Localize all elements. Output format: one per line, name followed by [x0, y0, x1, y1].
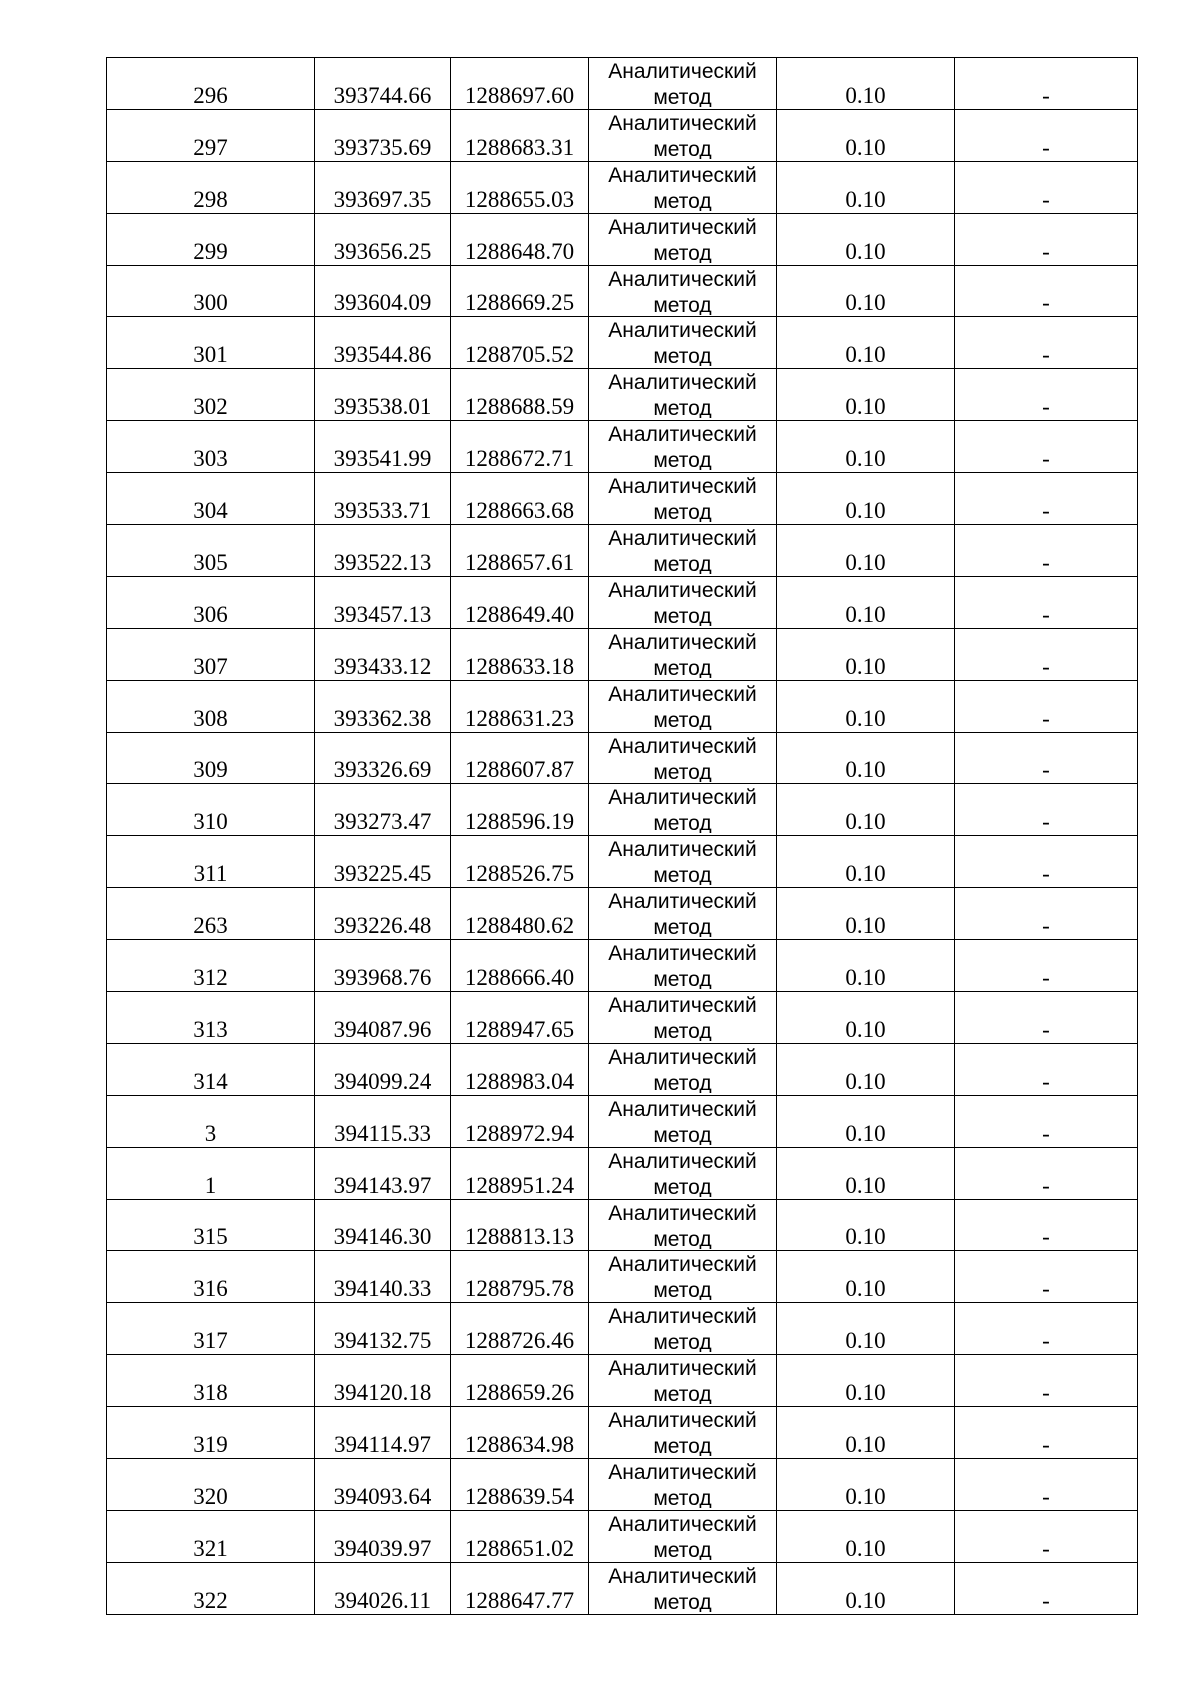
method-cell	[589, 1459, 777, 1511]
x-coordinate-cell: 393968.76	[315, 940, 451, 992]
method-text: Аналитический метод	[608, 1357, 757, 1405]
method-text: Аналитический метод	[608, 838, 757, 886]
y-coordinate-cell: 1288705.52	[451, 317, 589, 369]
method-text: Аналитический метод	[608, 1409, 757, 1457]
accuracy-cell: 0.10	[777, 1095, 955, 1147]
note-cell: -	[955, 1043, 1138, 1095]
note-cell: -	[955, 473, 1138, 525]
table-row	[107, 1043, 1138, 1095]
point-number-cell: 302	[107, 369, 315, 421]
point-number-cell: 308	[107, 680, 315, 732]
method-text: Аналитический метод	[608, 1201, 757, 1249]
accuracy-cell: 0.10	[777, 1043, 955, 1095]
method-text: Аналитический метод	[608, 682, 757, 730]
method-text: Аналитический метод	[608, 267, 757, 315]
note-cell: -	[955, 1199, 1138, 1251]
method-cell	[589, 161, 777, 213]
note-cell: -	[955, 836, 1138, 888]
accuracy-cell: 0.10	[777, 1251, 955, 1303]
accuracy-cell: 0.10	[777, 213, 955, 265]
method-text: Аналитический метод	[608, 942, 757, 990]
method-text: Аналитический метод	[608, 1097, 757, 1145]
method-text: Аналитический метод	[608, 1512, 757, 1560]
x-coordinate-cell: 394132.75	[315, 1303, 451, 1355]
method-cell	[589, 680, 777, 732]
y-coordinate-cell: 1288651.02	[451, 1510, 589, 1562]
point-number-cell: 317	[107, 1303, 315, 1355]
accuracy-cell: 0.10	[777, 1510, 955, 1562]
y-coordinate-cell: 1288639.54	[451, 1459, 589, 1511]
method-text: Аналитический метод	[608, 734, 757, 782]
table-row	[107, 213, 1138, 265]
x-coordinate-cell: 393226.48	[315, 888, 451, 940]
method-text: Аналитический метод	[608, 1461, 757, 1509]
x-coordinate-cell: 393433.12	[315, 628, 451, 680]
x-coordinate-cell: 394140.33	[315, 1251, 451, 1303]
accuracy-cell: 0.10	[777, 1147, 955, 1199]
point-number-cell: 296	[107, 58, 315, 110]
method-cell	[589, 1510, 777, 1562]
method-cell	[589, 628, 777, 680]
note-cell: -	[955, 1355, 1138, 1407]
x-coordinate-cell: 394099.24	[315, 1043, 451, 1095]
note-cell: -	[955, 213, 1138, 265]
method-cell	[589, 369, 777, 421]
table-row	[107, 369, 1138, 421]
y-coordinate-cell: 1288649.40	[451, 576, 589, 628]
point-number-cell: 305	[107, 525, 315, 577]
note-cell: -	[955, 888, 1138, 940]
y-coordinate-cell: 1288648.70	[451, 213, 589, 265]
y-coordinate-cell: 1288947.65	[451, 992, 589, 1044]
table-row	[107, 992, 1138, 1044]
method-cell	[589, 1043, 777, 1095]
coordinates-table	[106, 57, 1138, 1615]
table-row	[107, 1303, 1138, 1355]
method-cell	[589, 1407, 777, 1459]
method-text: Аналитический метод	[608, 319, 757, 367]
x-coordinate-cell: 394143.97	[315, 1147, 451, 1199]
table-row	[107, 628, 1138, 680]
note-cell: -	[955, 525, 1138, 577]
method-text: Аналитический метод	[608, 890, 757, 938]
point-number-cell: 298	[107, 161, 315, 213]
method-text: Аналитический метод	[608, 475, 757, 523]
method-text: Аналитический метод	[608, 786, 757, 834]
method-text: Аналитический метод	[608, 163, 757, 211]
method-text: Аналитический метод	[608, 527, 757, 575]
accuracy-cell: 0.10	[777, 1303, 955, 1355]
table-row	[107, 784, 1138, 836]
method-text: Аналитический метод	[608, 111, 757, 159]
note-cell: -	[955, 576, 1138, 628]
note-cell: -	[955, 992, 1138, 1044]
x-coordinate-cell: 393656.25	[315, 213, 451, 265]
method-cell	[589, 109, 777, 161]
method-text: Аналитический метод	[608, 994, 757, 1042]
accuracy-cell: 0.10	[777, 888, 955, 940]
x-coordinate-cell: 394115.33	[315, 1095, 451, 1147]
method-text: Аналитический метод	[608, 423, 757, 471]
x-coordinate-cell: 394093.64	[315, 1459, 451, 1511]
note-cell: -	[955, 1251, 1138, 1303]
x-coordinate-cell: 393273.47	[315, 784, 451, 836]
note-cell: -	[955, 1303, 1138, 1355]
method-text: Аналитический метод	[608, 578, 757, 626]
accuracy-cell: 0.10	[777, 421, 955, 473]
y-coordinate-cell: 1288688.59	[451, 369, 589, 421]
note-cell: -	[955, 732, 1138, 784]
note-cell: -	[955, 940, 1138, 992]
table-row	[107, 888, 1138, 940]
x-coordinate-cell: 394026.11	[315, 1562, 451, 1614]
note-cell: -	[955, 1095, 1138, 1147]
method-text: Аналитический метод	[608, 1149, 757, 1197]
table-row	[107, 473, 1138, 525]
method-cell	[589, 940, 777, 992]
method-cell	[589, 1355, 777, 1407]
method-cell	[589, 732, 777, 784]
table-row	[107, 1510, 1138, 1562]
method-cell	[589, 1095, 777, 1147]
accuracy-cell: 0.10	[777, 628, 955, 680]
point-number-cell: 307	[107, 628, 315, 680]
note-cell: -	[955, 1510, 1138, 1562]
table-row	[107, 576, 1138, 628]
x-coordinate-cell: 394146.30	[315, 1199, 451, 1251]
note-cell: -	[955, 680, 1138, 732]
accuracy-cell: 0.10	[777, 1407, 955, 1459]
method-cell	[589, 1251, 777, 1303]
method-cell	[589, 992, 777, 1044]
point-number-cell: 312	[107, 940, 315, 992]
method-cell	[589, 265, 777, 317]
y-coordinate-cell: 1288726.46	[451, 1303, 589, 1355]
accuracy-cell: 0.10	[777, 109, 955, 161]
y-coordinate-cell: 1288813.13	[451, 1199, 589, 1251]
x-coordinate-cell: 393225.45	[315, 836, 451, 888]
accuracy-cell: 0.10	[777, 1355, 955, 1407]
method-cell	[589, 525, 777, 577]
y-coordinate-cell: 1288683.31	[451, 109, 589, 161]
y-coordinate-cell: 1288633.18	[451, 628, 589, 680]
table-row	[107, 58, 1138, 110]
method-text: Аналитический метод	[608, 1045, 757, 1093]
accuracy-cell: 0.10	[777, 58, 955, 110]
table-row	[107, 1147, 1138, 1199]
point-number-cell: 3	[107, 1095, 315, 1147]
method-cell	[589, 473, 777, 525]
note-cell: -	[955, 1147, 1138, 1199]
accuracy-cell: 0.10	[777, 317, 955, 369]
accuracy-cell: 0.10	[777, 1562, 955, 1614]
y-coordinate-cell: 1288672.71	[451, 421, 589, 473]
method-cell	[589, 421, 777, 473]
x-coordinate-cell: 393697.35	[315, 161, 451, 213]
y-coordinate-cell: 1288634.98	[451, 1407, 589, 1459]
x-coordinate-cell: 393538.01	[315, 369, 451, 421]
x-coordinate-cell: 393744.66	[315, 58, 451, 110]
method-cell	[589, 317, 777, 369]
table-row	[107, 1199, 1138, 1251]
x-coordinate-cell: 394114.97	[315, 1407, 451, 1459]
method-cell	[589, 1303, 777, 1355]
note-cell: -	[955, 1562, 1138, 1614]
accuracy-cell: 0.10	[777, 1459, 955, 1511]
point-number-cell: 321	[107, 1510, 315, 1562]
note-cell: -	[955, 1407, 1138, 1459]
note-cell: -	[955, 628, 1138, 680]
y-coordinate-cell: 1288669.25	[451, 265, 589, 317]
point-number-cell: 303	[107, 421, 315, 473]
accuracy-cell: 0.10	[777, 265, 955, 317]
x-coordinate-cell: 393457.13	[315, 576, 451, 628]
table-row	[107, 940, 1138, 992]
y-coordinate-cell: 1288666.40	[451, 940, 589, 992]
note-cell: -	[955, 421, 1138, 473]
point-number-cell: 263	[107, 888, 315, 940]
point-number-cell: 320	[107, 1459, 315, 1511]
x-coordinate-cell: 393604.09	[315, 265, 451, 317]
point-number-cell: 322	[107, 1562, 315, 1614]
point-number-cell: 1	[107, 1147, 315, 1199]
table-row	[107, 161, 1138, 213]
method-cell	[589, 784, 777, 836]
accuracy-cell: 0.10	[777, 473, 955, 525]
y-coordinate-cell: 1288795.78	[451, 1251, 589, 1303]
x-coordinate-cell: 393735.69	[315, 109, 451, 161]
point-number-cell: 319	[107, 1407, 315, 1459]
note-cell: -	[955, 58, 1138, 110]
accuracy-cell: 0.10	[777, 836, 955, 888]
accuracy-cell: 0.10	[777, 784, 955, 836]
note-cell: -	[955, 109, 1138, 161]
accuracy-cell: 0.10	[777, 992, 955, 1044]
point-number-cell: 300	[107, 265, 315, 317]
accuracy-cell: 0.10	[777, 732, 955, 784]
point-number-cell: 318	[107, 1355, 315, 1407]
y-coordinate-cell: 1288596.19	[451, 784, 589, 836]
note-cell: -	[955, 1459, 1138, 1511]
point-number-cell: 310	[107, 784, 315, 836]
x-coordinate-cell: 393541.99	[315, 421, 451, 473]
x-coordinate-cell: 394039.97	[315, 1510, 451, 1562]
accuracy-cell: 0.10	[777, 1199, 955, 1251]
table-row	[107, 1459, 1138, 1511]
method-text: Аналитический метод	[608, 630, 757, 678]
note-cell: -	[955, 369, 1138, 421]
accuracy-cell: 0.10	[777, 940, 955, 992]
y-coordinate-cell: 1288655.03	[451, 161, 589, 213]
x-coordinate-cell: 393522.13	[315, 525, 451, 577]
method-cell	[589, 576, 777, 628]
point-number-cell: 306	[107, 576, 315, 628]
method-cell	[589, 58, 777, 110]
y-coordinate-cell: 1288983.04	[451, 1043, 589, 1095]
accuracy-cell: 0.10	[777, 680, 955, 732]
note-cell: -	[955, 265, 1138, 317]
point-number-cell: 309	[107, 732, 315, 784]
table-row	[107, 836, 1138, 888]
note-cell: -	[955, 317, 1138, 369]
table-row	[107, 317, 1138, 369]
point-number-cell: 311	[107, 836, 315, 888]
table-row	[107, 1407, 1138, 1459]
table-row	[107, 1095, 1138, 1147]
x-coordinate-cell: 393362.38	[315, 680, 451, 732]
method-text: Аналитический метод	[608, 371, 757, 419]
y-coordinate-cell: 1288647.77	[451, 1562, 589, 1614]
accuracy-cell: 0.10	[777, 161, 955, 213]
table-row	[107, 680, 1138, 732]
point-number-cell: 301	[107, 317, 315, 369]
method-cell	[589, 1147, 777, 1199]
point-number-cell: 297	[107, 109, 315, 161]
y-coordinate-cell: 1288663.68	[451, 473, 589, 525]
method-cell	[589, 1562, 777, 1614]
point-number-cell: 314	[107, 1043, 315, 1095]
table-row	[107, 421, 1138, 473]
table-row	[107, 525, 1138, 577]
method-text: Аналитический метод	[608, 215, 757, 263]
note-cell: -	[955, 784, 1138, 836]
y-coordinate-cell: 1288607.87	[451, 732, 589, 784]
table-row	[107, 1562, 1138, 1614]
x-coordinate-cell: 394120.18	[315, 1355, 451, 1407]
point-number-cell: 313	[107, 992, 315, 1044]
method-text: Аналитический метод	[608, 1305, 757, 1353]
table-row	[107, 109, 1138, 161]
coordinates-table-body	[107, 58, 1138, 1615]
method-text: Аналитический метод	[608, 1253, 757, 1301]
accuracy-cell: 0.10	[777, 576, 955, 628]
method-cell	[589, 836, 777, 888]
y-coordinate-cell: 1288480.62	[451, 888, 589, 940]
accuracy-cell: 0.10	[777, 525, 955, 577]
x-coordinate-cell: 393544.86	[315, 317, 451, 369]
y-coordinate-cell: 1288631.23	[451, 680, 589, 732]
note-cell: -	[955, 161, 1138, 213]
y-coordinate-cell: 1288951.24	[451, 1147, 589, 1199]
x-coordinate-cell: 393533.71	[315, 473, 451, 525]
y-coordinate-cell: 1288972.94	[451, 1095, 589, 1147]
y-coordinate-cell: 1288659.26	[451, 1355, 589, 1407]
y-coordinate-cell: 1288697.60	[451, 58, 589, 110]
accuracy-cell: 0.10	[777, 369, 955, 421]
method-cell	[589, 888, 777, 940]
point-number-cell: 316	[107, 1251, 315, 1303]
method-cell	[589, 1199, 777, 1251]
table-row	[107, 265, 1138, 317]
point-number-cell: 304	[107, 473, 315, 525]
x-coordinate-cell: 394087.96	[315, 992, 451, 1044]
y-coordinate-cell: 1288657.61	[451, 525, 589, 577]
table-row	[107, 732, 1138, 784]
y-coordinate-cell: 1288526.75	[451, 836, 589, 888]
method-text: Аналитический метод	[608, 60, 757, 107]
method-cell	[589, 213, 777, 265]
point-number-cell: 315	[107, 1199, 315, 1251]
table-row	[107, 1355, 1138, 1407]
x-coordinate-cell: 393326.69	[315, 732, 451, 784]
point-number-cell: 299	[107, 213, 315, 265]
method-text: Аналитический метод	[608, 1564, 757, 1612]
table-row	[107, 1251, 1138, 1303]
